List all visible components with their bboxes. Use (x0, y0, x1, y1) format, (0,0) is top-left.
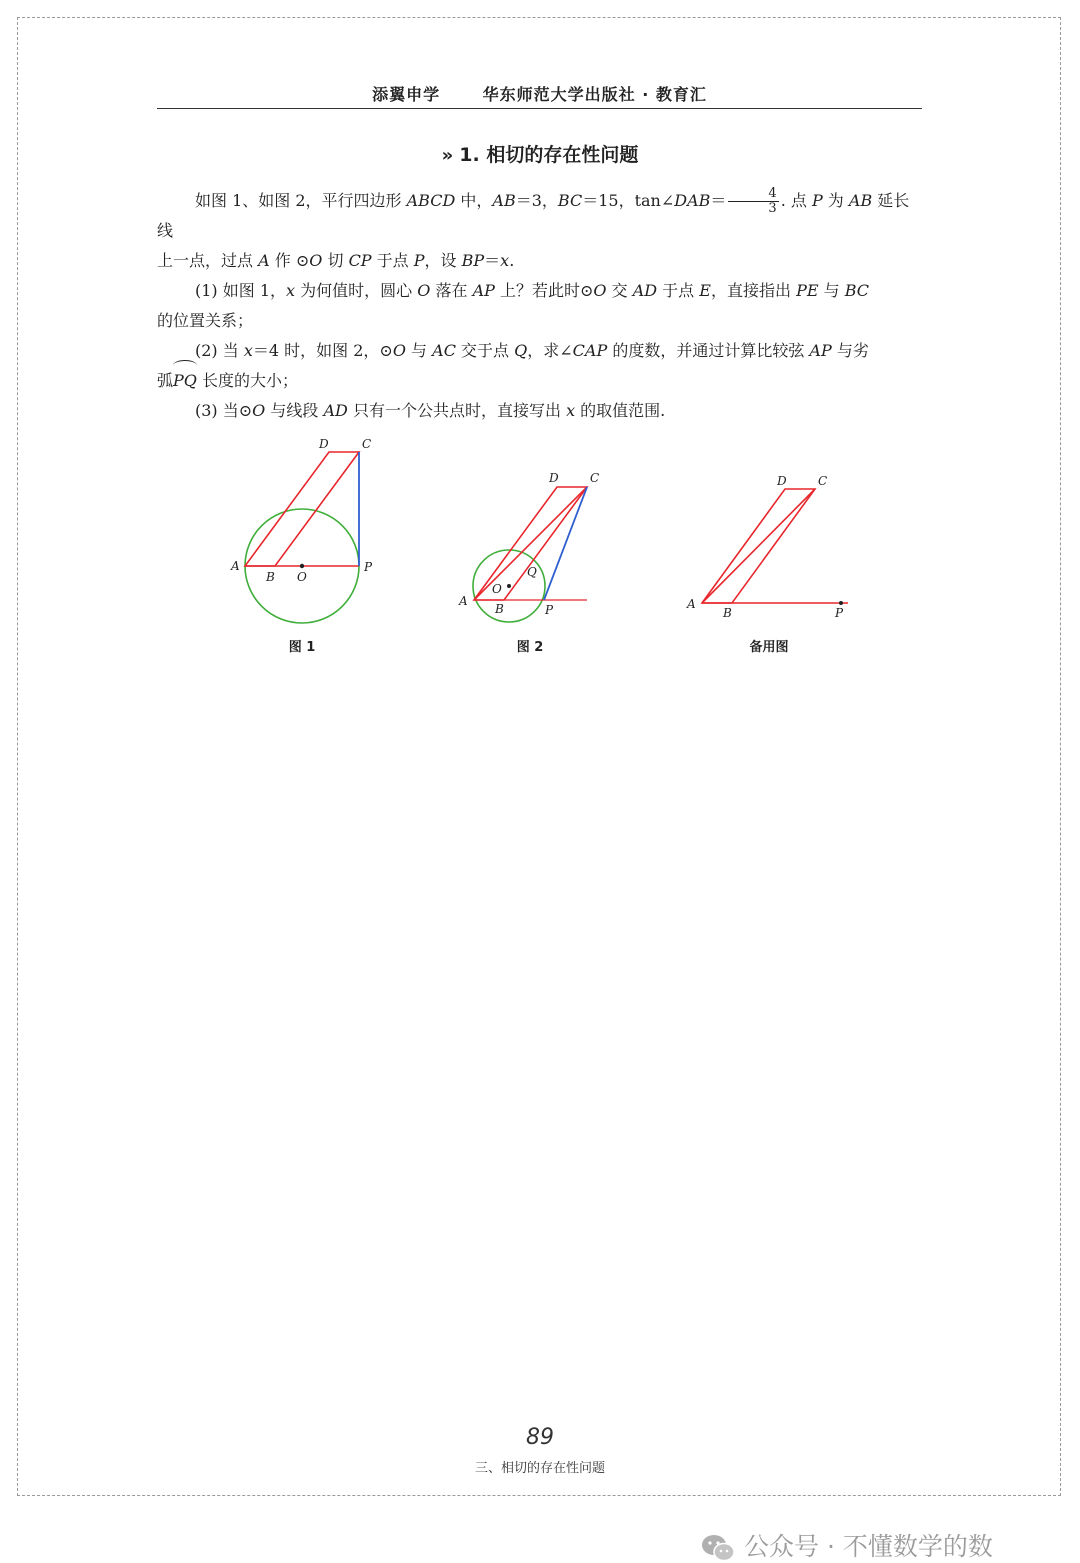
question-2-cont: 弧PQ 长度的大小； (157, 366, 924, 396)
watermark (700, 1527, 993, 1563)
section-title (0, 140, 1080, 167)
chevron-icon: » (441, 145, 454, 166)
label-p: P (835, 606, 844, 620)
point-p (839, 601, 843, 605)
figure-spare (680, 470, 860, 620)
segment-cp (544, 487, 587, 600)
label-o: O (492, 582, 502, 596)
question-3: (3) 当⊙O 与线段 AD 只有一个公共点时，直接写出 x 的取值范围. (195, 401, 666, 420)
caption-figure-spare: 备用图 (749, 640, 789, 655)
diagonal-ac (474, 487, 587, 600)
page-number: 89 (526, 1425, 554, 1450)
label-c: C (362, 437, 372, 451)
label-o: O (297, 570, 307, 584)
label-a: A (687, 597, 696, 611)
watermark-text: 公众号 · 不懂数学的数 (744, 1532, 993, 1561)
label-p: P (545, 603, 554, 617)
center-o (300, 564, 304, 568)
label-d: D (777, 474, 787, 488)
figure-2 (452, 465, 612, 635)
label-b: B (723, 606, 732, 620)
header-publisher: 华东师范大学出版社 · 教育汇 (482, 85, 707, 104)
figure-1 (222, 430, 402, 630)
question-1: (1) 如图 1，x 为何值时，圆心 O 落在 AP 上？若此时⊙O 交 AD 于点 E，直接指出 PE 与 BC (195, 281, 869, 300)
label-c: C (590, 471, 600, 485)
header-series: 添翼申学 (372, 85, 441, 104)
caption-figure-2: 图 2 (516, 640, 544, 655)
label-a: A (459, 594, 468, 608)
center-o (507, 584, 511, 588)
label-c: C (818, 474, 828, 488)
running-header (157, 82, 922, 109)
label-d: D (319, 437, 329, 451)
running-footer: 三、相切的存在性问题 (474, 1461, 605, 1476)
label-b: B (495, 602, 504, 616)
label-a: A (231, 559, 240, 573)
question-1-cont: 的位置关系； (157, 311, 254, 330)
problem-stem-line1: 如图 1、如图 2，平行四边形 ABCD 中，AB＝3，BC＝15，tan∠DAB＝ $\frac{4}{3}$ . 点 P 为 AB 延长线 (157, 186, 910, 240)
fraction: $\frac{4}{3}$ (728, 187, 778, 216)
label-p: P (364, 560, 373, 574)
problem-text (157, 186, 924, 426)
problem-stem-line2: 上一点，过点 A 作 ⊙O 切 CP 于点 P，设 BP＝x. (157, 251, 515, 270)
label-b: B (266, 570, 275, 584)
diagonal-bd (702, 489, 815, 603)
caption-figure-1: 图 1 (288, 640, 316, 655)
arc-pq: PQ (173, 366, 197, 396)
label-d: D (549, 471, 559, 485)
wechat-icon (700, 1533, 736, 1563)
question-2: (2) 当 x＝4 时，如图 2，⊙O 与 AC 交于点 Q，求∠CAP 的度数，并通过计算比较弦 AP 与劣 (195, 341, 869, 360)
label-q: Q (527, 565, 537, 579)
section-title-text: 1. 相切的存在性问题 (459, 144, 639, 166)
